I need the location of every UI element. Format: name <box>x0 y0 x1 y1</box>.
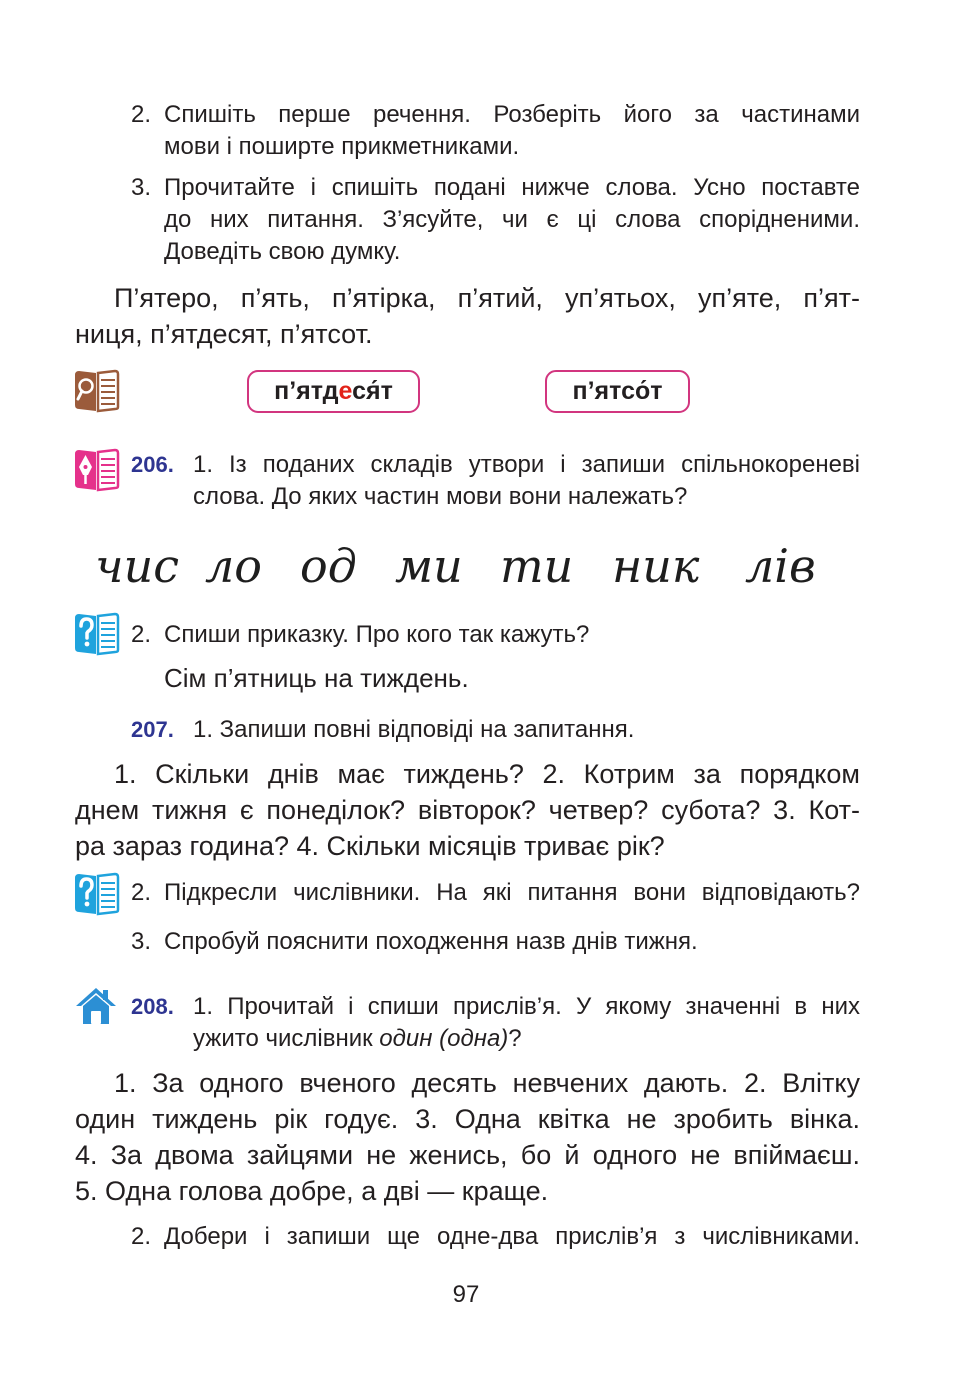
exercise-number: 206. <box>131 452 174 477</box>
task-text <box>164 99 860 163</box>
text-line: Добери і запиши ще одне-два прислів’я з числівниками. <box>164 1223 860 1250</box>
proverbs-paragraph <box>75 1065 860 1209</box>
text-line: ниця, п’ятдесят, п’ятсот. <box>75 319 373 349</box>
text-line: 1. За одного вченого десять невчених дають. 2. Влітку <box>114 1068 860 1098</box>
text-line: мови і поширте прикметниками. <box>164 133 520 160</box>
exercise-number: 208. <box>131 994 174 1019</box>
word-text: п’ятсо́т <box>572 377 663 405</box>
exercise-number: 207. <box>131 717 174 742</box>
text-line: Доведіть свою думку. <box>164 238 401 265</box>
task-text <box>164 172 860 268</box>
syllable: ло <box>205 539 262 593</box>
task-number: 3. <box>131 928 152 955</box>
exercise-task <box>193 991 860 1055</box>
syllable: чис <box>95 539 180 593</box>
task-number: 2. <box>131 879 152 906</box>
dictionary-magnifier-icon <box>73 369 120 413</box>
text-line: один тиждень рік годує. 3. Одна квітка не зробить вінка. <box>75 1104 860 1134</box>
text-line: 4. За двома зайцями не женись, бо й одного не впіймаєш. <box>75 1140 860 1170</box>
dictionary-word-box <box>545 370 690 413</box>
task-item-2 <box>131 619 860 651</box>
exercise-task <box>193 714 860 746</box>
pen-book-icon <box>73 448 120 492</box>
saying-text: Сім п’ятниць на тиждень. <box>164 663 469 693</box>
text-line: 5. Одна голова добре, а дві — краще. <box>75 1176 549 1206</box>
task-item-3 <box>131 926 860 958</box>
text-line: слова. До яких частин мови вони належать? <box>193 483 688 510</box>
syllable: ти <box>500 539 574 593</box>
text-part: ужито числівник <box>193 1025 380 1052</box>
syllable: лів <box>745 539 816 593</box>
highlighted-letter: е <box>338 377 353 405</box>
text-line <box>193 1023 860 1055</box>
text-line: 1. Прочитай і спиши прислів’я. У якому значенні в них <box>193 993 860 1020</box>
word-part: ся́т <box>352 377 393 405</box>
page-number: 97 <box>452 1281 480 1308</box>
text-line: днем тижня є понеділок? вівторок? четвер? субота? 3. Кот- <box>75 795 860 825</box>
task-item-3 <box>131 172 860 268</box>
task-number: 2. <box>131 1223 152 1250</box>
text-line: П’ятеро, п’ять, п’ятірка, п’ятий, уп’ятьох, уп’яте, п’ят- <box>114 283 860 313</box>
text-line: ра зараз година? 4. Скільки місяців триває рік? <box>75 831 665 861</box>
home-task-icon <box>76 987 116 1025</box>
dictionary-word-box <box>247 370 420 413</box>
text-line: Підкресли числівники. На які питання вони відповідають? <box>164 879 860 906</box>
task-item-2 <box>131 99 860 163</box>
text-line: 1. Запиши повні відповіді на запитання. <box>193 716 635 743</box>
word-part: п’ятд <box>274 377 339 405</box>
question-book-icon <box>73 612 120 656</box>
task-item-2 <box>131 877 860 909</box>
text-line: Спиши приказку. Про кого так кажуть? <box>164 621 590 648</box>
task-item-2 <box>131 1221 860 1253</box>
exercise-task <box>193 449 860 513</box>
text-line: Прочитайте і спишіть подані нижче слова. Усно поставте <box>164 174 860 201</box>
questions-paragraph <box>75 756 860 864</box>
text-line: 1. Скільки днів має тиждень? 2. Котрим за порядком <box>114 759 860 789</box>
question-book-icon <box>73 872 120 916</box>
words-paragraph <box>75 280 860 352</box>
task-number: 3. <box>131 174 152 201</box>
text-line: 1. Із поданих складів утвори і запиши спільнокореневі <box>193 451 860 478</box>
text-line: Спишіть перше речення. Розберіть його за частинами <box>164 101 860 128</box>
syllable: ми <box>395 539 463 593</box>
task-number: 2. <box>131 621 152 648</box>
task-number: 2. <box>131 101 152 128</box>
syllable: од <box>300 539 357 593</box>
text-line: до них питання. З’ясуйте, чи є ці слова спорідненими. <box>164 206 860 233</box>
text-line: Спробуй пояснити походження назв днів тижня. <box>164 928 698 955</box>
text-part: ? <box>508 1025 522 1052</box>
italic-term: один (одна) <box>379 1025 509 1052</box>
syllable: ник <box>612 539 700 593</box>
